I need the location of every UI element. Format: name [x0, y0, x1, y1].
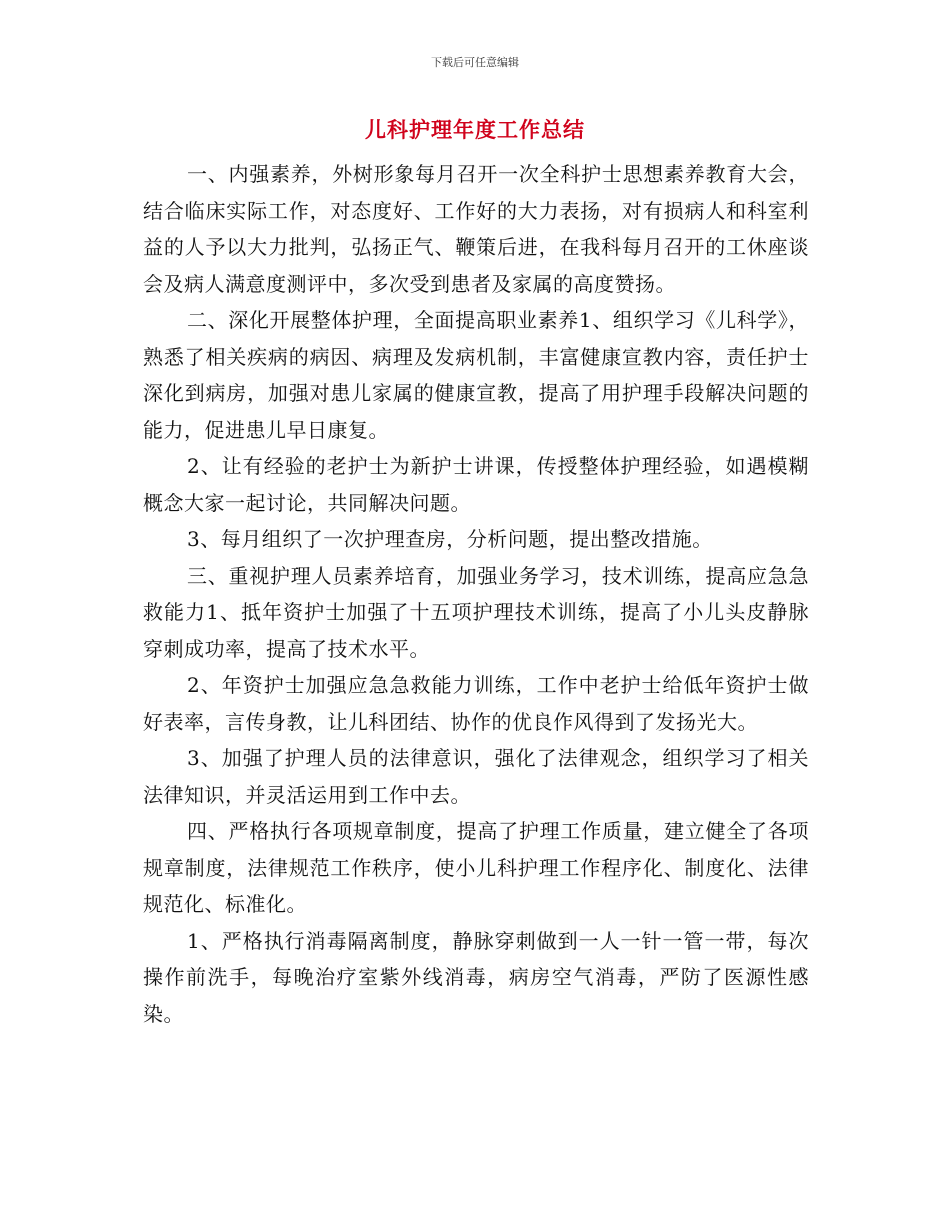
paragraph: 2、让有经验的老护士为新护士讲课，传授整体护理经验，如遇模糊概念大家一起讨论，共同解决问题。 — [143, 454, 809, 515]
paragraph: 一、内强素养，外树形象每月召开一次全科护士思想素养教育大会，结合临床实际工作，对态度好、工作好的大力表扬，对有损病人和科室利益的人予以大力批判，弘扬正气、鞭策后进，在我科每月召开的工休座谈会及病人满意度测评中，多次受到患者及家属的高度赞扬。 — [143, 162, 809, 296]
paragraph: 3、每月组织了一次护理查房，分析问题，提出整改措施。 — [187, 527, 713, 551]
paragraph: 二、深化开展整体护理，全面提高职业素养1、组织学习《儿科学》，熟悉了相关疾病的病因、病理及发病机制，丰富健康宣教内容，责任护士深化到病房，加强对患儿家属的健康宣教，提高了用护理手段解决问题的能力，促进患儿早日康复。 — [143, 308, 809, 442]
paragraph: 四、严格执行各项规章制度，提高了护理工作质量，建立健全了各项规章制度，法律规范工作秩序，使小儿科护理工作程序化、制度化、法律规范化、标准化。 — [143, 819, 809, 916]
document-body — [143, 156, 809, 1032]
paragraph: 2、年资护士加强应急急救能力训练，工作中老护士给低年资护士做好表率，言传身教，让儿科团结、协作的优良作风得到了发扬光大。 — [143, 673, 809, 734]
paragraph: 1、严格执行消毒隔离制度，静脉穿刺做到一人一针一管一带，每次操作前洗手，每晚治疗室紫外线消毒，病房空气消毒，严防了医源性感染。 — [143, 928, 809, 1026]
paragraph: 三、重视护理人员素养培育，加强业务学习，技术训练，提高应急急救能力1、抵年资护士加强了十五项护理技术训练，提高了小儿头皮静脉穿刺成功率，提高了技术水平。 — [143, 563, 809, 661]
header-note: 下载后可任意编辑 — [431, 56, 519, 69]
paragraph: 3、加强了护理人员的法律意识，强化了法律观念，组织学习了相关法律知识，并灵活运用到工作中去。 — [143, 746, 809, 807]
document-title: 儿科护理年度工作总结 — [365, 118, 585, 142]
